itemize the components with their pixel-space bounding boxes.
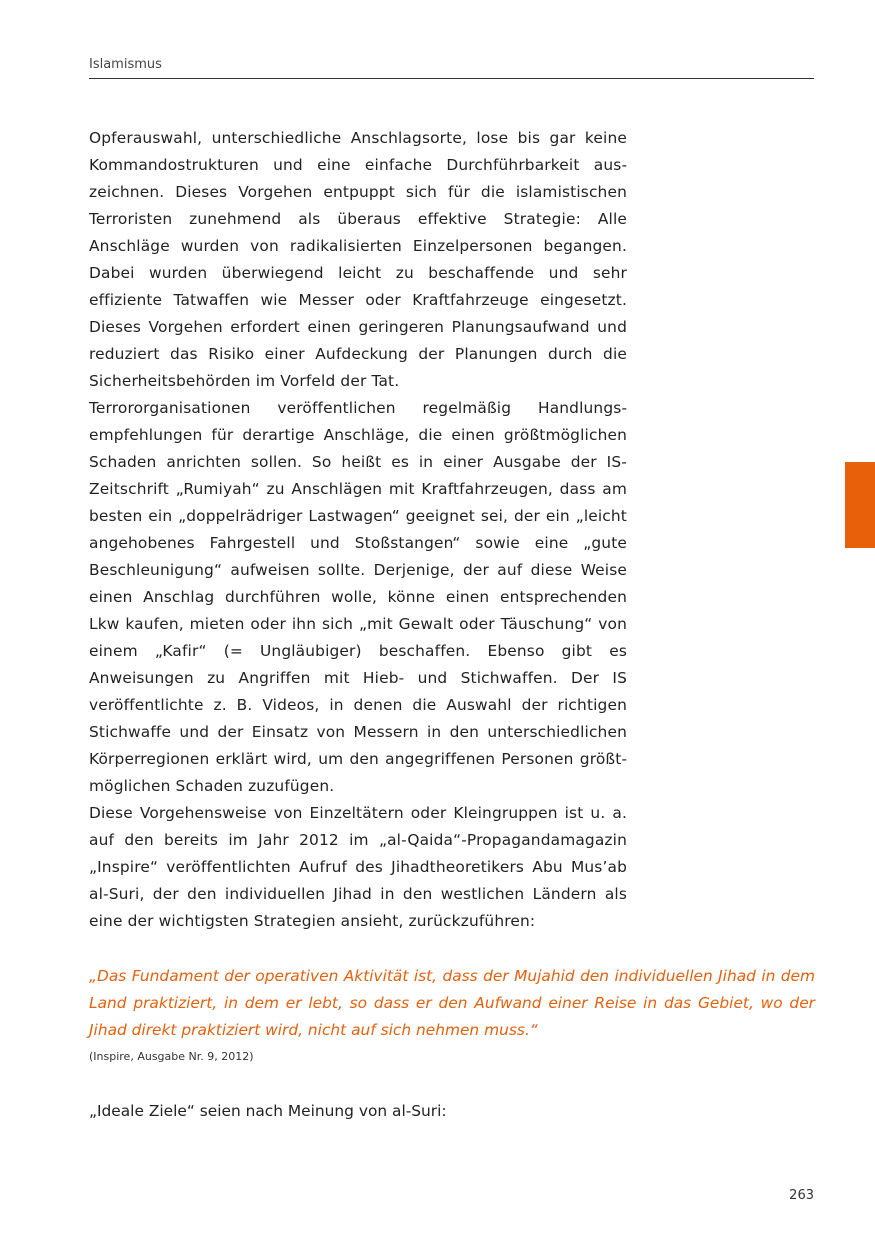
page-number: 263	[789, 1188, 814, 1203]
running-header: Islamismus	[89, 57, 162, 72]
paragraph-1: Opferauswahl, unterschiedliche Anschlagsorte, lose bis gar keine Kommandostrukturen und eine einfache Durchführbarkeit auszeichnen. Dieses Vorgehen entpuppt sich für die islamistischen Terroristen zunehmend als überaus effektive Strategie: Alle Anschläge wurden von radikalisierten Einzelpersonen begangen. Dabei wurden überwiegend leicht zu beschaffende und sehr effiziente Tatwaffen wie Messer oder Kraftfahrzeuge eingesetzt. Dieses Vorgehen erfordert einen geringeren Planungsaufwand und reduziert das Risiko einer Aufdeckung der Planungen durch die Sicherheitsbehörden im Vorfeld der Tat.	[89, 129, 627, 390]
block-quote: „Das Fundament der operativen Aktivität ist, dass der Mujahid den individuellen Jihad in dem Land praktiziert, in dem er lebt, so dass er den Aufwand einer Reise in das Gebiet, wo der Jihad direkt praktiziert wird, nicht auf sich nehmen muss.“	[89, 967, 815, 1039]
paragraph-3: Diese Vorgehensweise von Einzeltätern oder Kleingruppen ist u. a. auf den bereits im Jahr 2012 im „al-Qaida“-Propagandamagazin „Inspire“ veröffentlichten Aufruf des Jihadtheoretikers Abu Mus’ab al-Suri, der den individuellen Jihad in den westlichen Ländern als eine der wichtigsten Strategien ansieht, zurückzuführen:	[89, 804, 627, 930]
chapter-tab-marker	[845, 462, 875, 548]
paragraph-2: Terrororganisationen veröffentlichen regelmäßig Handlungsempfehlungen für derartige Anschläge, die einen größtmöglichen Schaden anrichten sollen. So heißt es in einer Ausgabe der IS-Zeitschrift „Rumiyah“ zu Anschlägen mit Kraftfahrzeugen, dass am besten ein „doppelrädriger Lastwagen“ geeignet sei, der ein „leicht angehobenes Fahrgestell und Stoßstangen“ sowie eine „gute Beschleunigung“ aufweisen sollte. Derjenige, der auf diese Weise einen Anschlag durchführen wolle, könne einen entsprechenden Lkw kaufen, mieten oder ihn sich „mit Gewalt oder Täuschung“ von einem „Kafir“ (= Ungläubiger) beschaffen. Ebenso gibt es Anweisungen zu Angriffen mit Hieb- und Stichwaffen. Der IS veröffentlichte z. B. Videos, in denen die Auswahl der richtigen Stichwaffe und der Einsatz von Messern in den unterschiedlichen Körperregionen erklärt wird, um den angegriffenen Personen größtmöglichen Schaden zuzufügen.	[89, 399, 627, 795]
lead-sentence: „Ideale Ziele“ seien nach Meinung von al-Suri:	[89, 1102, 447, 1120]
quote-source: (Inspire, Ausgabe Nr. 9, 2012)	[89, 1050, 254, 1063]
body-text	[89, 125, 627, 935]
header-divider	[89, 78, 814, 79]
